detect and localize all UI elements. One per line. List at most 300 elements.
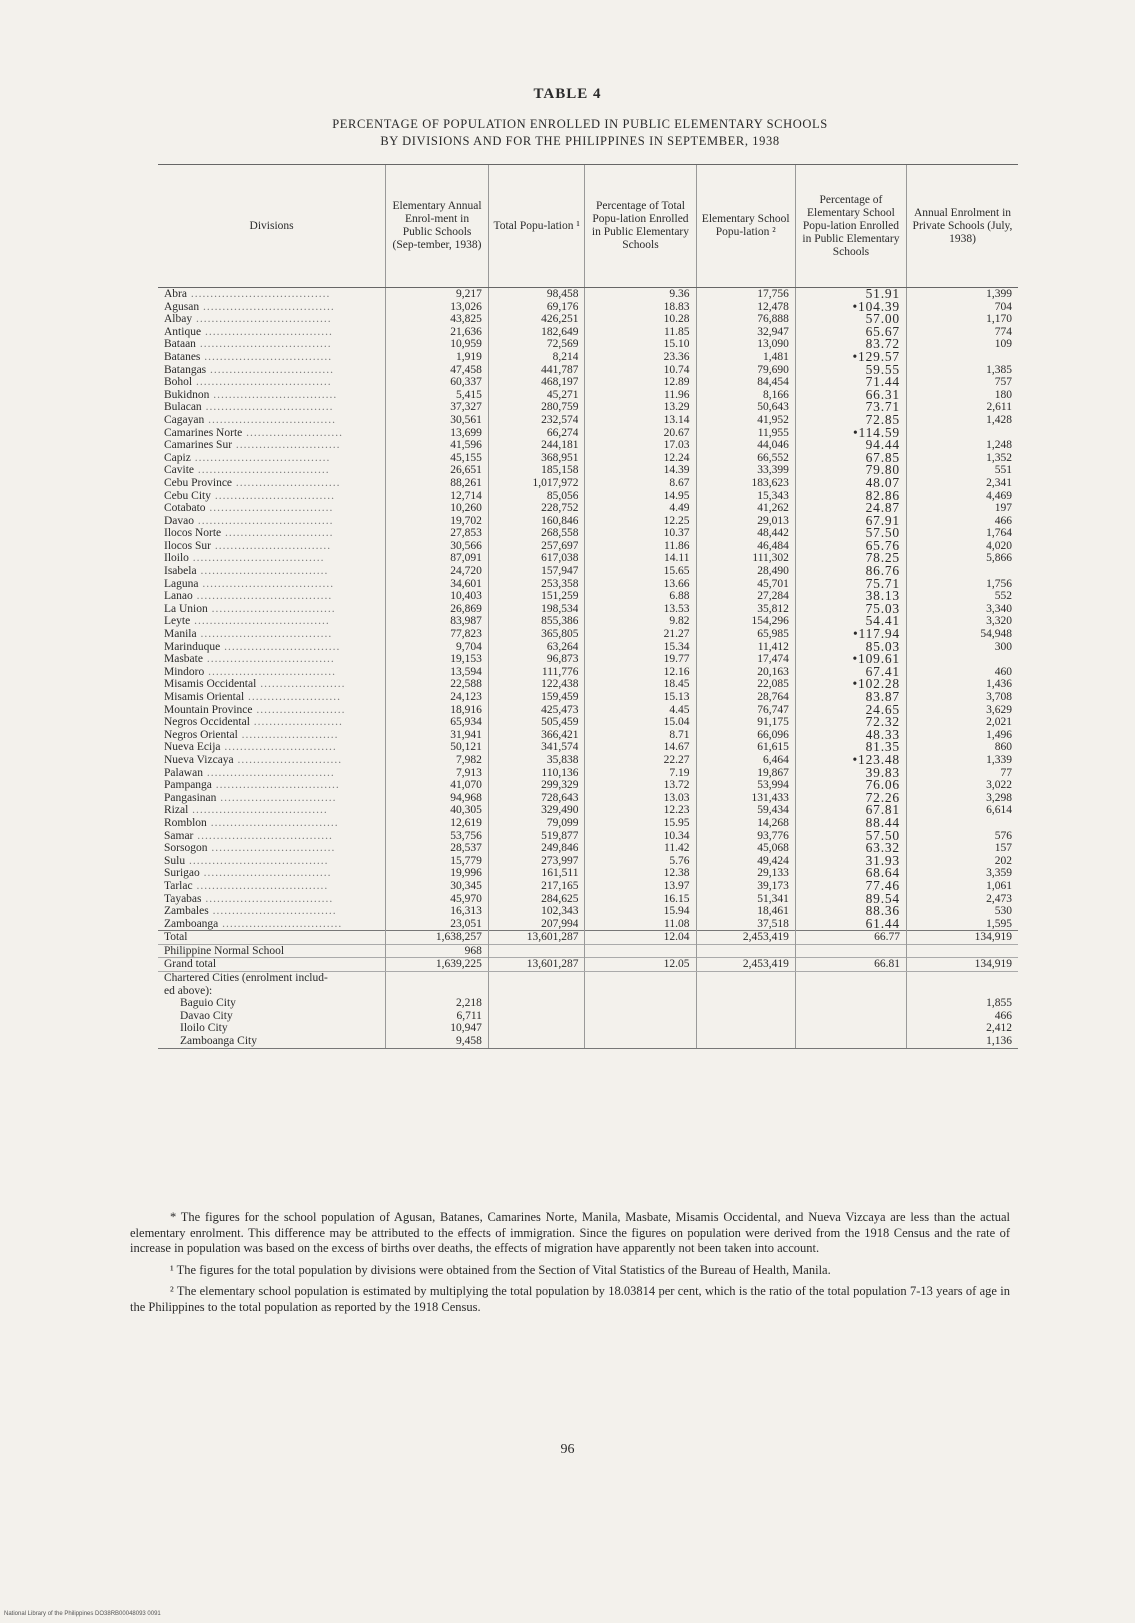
cell-value: 40,305 [450,804,482,817]
leader-dots: ........................ [244,691,342,703]
cell-value: 45,701 [757,577,789,590]
cell-value: 41,262 [757,502,789,515]
cell-schpop [696,351,795,414]
division-name: Cebu City ............................... [164,489,335,502]
cell-value: 39,173 [757,879,789,892]
subtitle-line-1: PERCENTAGE OF POPULATION ENROLLED IN PUBLIC ELEMENTARY SCHOOLS [332,117,828,131]
cell-value: 466 [994,1009,1012,1022]
cell-value: 4,020 [986,539,1012,552]
cell-value: 8.71 [669,728,690,741]
cell-value: 366,421 [541,728,579,741]
division-name: Camarines Norte ......................... [164,426,343,439]
cell-value: 17.03 [663,439,690,452]
cell-value: 329,490 [541,804,579,817]
leader-dots: ................................. [204,665,336,678]
table-body [158,288,1018,1049]
division-name: Negros Occidental ....................... [164,716,343,729]
cell-value: 27,853 [450,527,482,540]
division-name: Pampanga ................................ [164,779,340,792]
cell-value: 89.54 [865,892,900,906]
city-name: Zamboanga City [180,1035,257,1048]
cell-value: 24.65 [865,703,900,717]
scan-credit: National Library of the Philippines DO38RB00048093 0091 [4,1611,161,1617]
cell-value: 13.29 [663,401,690,414]
footnote-2: ² The elementary school population is estimated by multiplying the total population by 18.03814 per cent, which is the ratio of the total population 7-13 years of age in the Philippines to the total population as reported by the 1918 Census. [130,1284,1010,1314]
cell-schpop [696,288,795,351]
footnotes [130,1210,1010,1321]
cell-value: 22,588 [450,678,482,691]
cell-value: 65.67 [865,325,900,339]
division-name: Lanao ................................... [164,590,333,603]
cell-value: 3,359 [986,867,1012,880]
cell-names [158,729,386,792]
cell-value: 72.32 [865,716,900,729]
division-name: Cebu Province ........................... [164,476,341,489]
division-group-row [158,288,1018,351]
division-name: Bulacan ................................. [164,401,334,414]
leader-dots: ................................. [196,565,329,578]
cell-pct [585,918,696,931]
cell-value: 49,424 [757,854,789,867]
cell-value: 41,596 [450,439,482,452]
leader-dots: .................................. [198,577,335,590]
cell-value: 86.76 [865,565,900,578]
cell-pop [488,944,585,958]
cell-pctes [795,540,906,603]
cell-value: 45,155 [450,451,482,464]
cell-value: 183,623 [751,476,789,489]
cell-value: 14.67 [663,741,690,754]
cell-pctes [795,351,906,414]
leader-dots: .................................... [187,288,331,300]
cell-value: 23,051 [450,917,482,930]
cell-value: 122,438 [541,678,579,691]
cell-value: 61,615 [757,741,789,754]
spacer [913,972,1012,985]
division-name: Antique ................................. [164,325,333,338]
cell-pop [488,477,585,540]
leader-dots: ................................ [208,905,337,918]
cell-value: 18.45 [663,678,690,691]
cell-priv [906,351,1018,414]
cell-value: 102,343 [541,905,579,918]
cell-value: 48.33 [865,728,900,742]
cell-value: 28,764 [757,691,789,703]
cell-pct [585,944,696,958]
division-name: Laguna .................................. [164,577,335,590]
leader-dots: ................................ [206,363,335,376]
cell-value: 217,165 [541,879,579,892]
leader-dots: .............................. [216,791,337,804]
cell-value: 13.14 [663,413,690,426]
cell-value [913,817,1012,830]
cell-value: 6.88 [669,590,690,603]
cell-value: 7,982 [456,753,482,766]
cell-value: 9.36 [669,288,690,300]
cell-value: 5,866 [986,552,1012,565]
division-name: Zambales ................................ [164,905,337,918]
cell-value: 83.72 [865,338,900,351]
cell-value: 6,711 [456,1009,482,1022]
cell-value: 75.71 [865,577,900,591]
leader-dots: ................................... [192,590,333,603]
cell-value: •109.61 [852,653,900,666]
division-name: Ilocos Sur .............................. [164,539,332,552]
leader-dots: ............................ [221,527,334,540]
cell-empty [585,972,696,1049]
cell-value: 94.44 [865,439,900,452]
cell-value: 505,459 [541,716,579,729]
cell-value: 7,913 [456,766,482,779]
cell-value: 1,756 [986,577,1012,590]
cell-value: 78.25 [865,552,900,566]
cell-value: 728,643 [541,791,579,804]
cell-value: 15.94 [663,905,690,918]
leader-dots: ................................ [207,842,336,855]
leader-dots: ............................... [218,917,343,930]
cell-schpop [696,477,795,540]
cell-value: 53,994 [757,779,789,792]
cell-value: 94,968 [450,791,482,804]
leader-dots: ......................... [242,426,343,439]
cell-value: 13,594 [450,665,482,678]
cell-value: 18,461 [757,905,789,918]
cell-schpop [696,792,795,855]
footnote-asterisk: * The figures for the school population of Agusan, Batanes, Camarines Norte, Manila, Masbate, Misamis Occidental, and Nueva Vizcaya are less than the actual elementary enrolment. This difference may be attributed to the effects of immigration. Since the figures on population were derived from the 1918 Census and the rate of increase in population was based on the excess of births over deaths, the effects of migration have apparently not been taken into account. [130,1210,1010,1255]
cell-value: 13.97 [663,879,690,892]
cell-enrol [386,972,489,1049]
cell-value: 12,478 [757,300,789,313]
cell-value: 197 [994,502,1012,515]
cell-value: 59,434 [757,804,789,817]
cell-value: 13,026 [450,300,482,313]
cell-label: Total [158,931,386,945]
cell-value: 73.71 [865,401,900,414]
cell-value: •102.28 [852,678,900,691]
chartered-heading: Chartered Cities (enrolment includ- [164,972,328,985]
cell-value: 1,339 [986,753,1012,766]
cell-value: 13,699 [450,426,482,439]
leader-dots: .................................. [195,338,332,351]
cell-priv [906,477,1018,540]
cell-value: 15.65 [663,565,690,578]
cell-value: 75.03 [865,602,900,616]
cell-value: 299,329 [541,779,579,792]
cell-priv [906,540,1018,603]
cell-pct [585,477,696,540]
leader-dots: ................................ [211,779,340,792]
cell-pct: 12.04 [585,931,696,945]
cell-value: 41,952 [757,413,789,426]
cell-value: 441,787 [541,363,579,376]
cell-value: 9,704 [456,640,482,653]
leader-dots: .................................. [196,628,333,641]
cell-names [158,918,386,931]
cell-pct [585,288,696,351]
cell-value: 82.86 [865,489,900,503]
cell-value: 60,337 [450,376,482,389]
division-name: Tarlac .................................. [164,879,329,892]
cell-value: 31,941 [450,728,482,741]
cell-value: 182,649 [541,325,579,338]
header-divisions: Divisions [158,165,386,288]
cell-value: 2,611 [986,401,1012,414]
division-group-row [158,855,1018,918]
cell-value: 1,170 [986,313,1012,326]
cell-pctes [795,603,906,666]
cell-value: 466 [994,514,1012,527]
cell-pct [585,414,696,477]
cell-pop [488,855,585,918]
cell-value: 757 [994,376,1012,389]
cell-value: 65,985 [757,628,789,641]
cell-pop [488,918,585,931]
cell-value: 154,296 [751,615,789,628]
cell-value: 67.91 [865,514,900,528]
leader-dots: ................................. [201,325,333,338]
total-row [158,931,1018,945]
cell-value: 3,629 [986,703,1012,716]
table-title: TABLE 4 [533,86,602,102]
header-private-enrolment: Annual Enrolment in Private Schools (July, 1938) [906,165,1018,288]
cell-value: 1,481 [763,350,789,363]
leader-dots: ........................... [232,476,341,489]
cell-value: 77,823 [450,628,482,641]
cell-value: 12,619 [450,816,482,829]
leader-dots: ................................... [190,451,331,464]
cell-value: 3,022 [986,779,1012,792]
cell-value: 66.31 [865,388,900,402]
cell-value: 76,888 [757,313,789,326]
leader-dots: ................................... [188,804,328,817]
cell-value: 23.36 [663,350,690,363]
cell-value: 72.85 [865,413,900,427]
cell-schpop: 2,453,419 [696,958,795,972]
division-name: Sorsogon ................................ [164,842,336,855]
cell-priv [906,944,1018,958]
cell-pop [488,288,585,351]
cell-value: 530 [994,905,1012,918]
leader-dots: ............................. [220,741,337,754]
cell-value: 22.27 [663,753,690,766]
cell-value: 1,855 [986,997,1012,1010]
header-school-population: Elementary School Popu-lation ² [696,165,795,288]
cell-value: 11.42 [664,842,690,855]
division-name: Masbate ................................. [164,653,335,666]
cell-value: 85,056 [546,489,579,502]
cell-names [158,288,386,351]
cell-value: 66,096 [757,728,789,741]
cell-value: 79.80 [865,464,900,477]
cell-enrol [386,729,489,792]
division-group-row [158,477,1018,540]
cell-value: 198,534 [541,602,579,615]
cell-pop [488,729,585,792]
cell-value: 2,021 [986,716,1012,729]
cell-value: 249,846 [541,842,579,855]
cell-value: 2,412 [986,1022,1012,1035]
cell-value: 28,537 [450,842,482,855]
division-name: Tayabas ................................. [164,892,334,905]
cell-label: Philippine Normal School [158,944,386,958]
cell-value: 79,099 [546,816,579,829]
cell-enrol: 968 [386,944,489,958]
cell-pctes [795,288,906,351]
cell-value: 6,464 [763,753,789,766]
cell-pct [585,855,696,918]
footnote-1: ¹ The figures for the total population by divisions were obtained from the Section of Vital Statistics of the Bureau of Health, Manila. [170,1262,831,1277]
cell-value: 12.23 [663,804,690,817]
cell-schpop [696,666,795,729]
cell-value: 365,805 [541,628,579,641]
cell-value: 51.91 [865,288,900,301]
cell-value: 253,358 [541,577,579,590]
cell-value: 16.15 [663,892,690,905]
cell-value: 2,473 [986,892,1012,905]
cell-names [158,792,386,855]
cell-value: 460 [994,665,1012,678]
cell-value: 161,511 [541,867,579,880]
cell-value: 14.95 [663,489,690,502]
cell-value: 30,561 [450,413,482,426]
cell-pop: 13,601,287 [488,931,585,945]
cell-value: 7.19 [669,766,690,779]
header-row [158,165,1018,288]
cell-value: 15.34 [663,640,690,653]
cell-value: 552 [994,590,1012,603]
cell-value: 27,284 [757,590,789,603]
cell-value [913,427,1012,440]
cell-value: 11.85 [664,325,690,338]
cell-value: 63,264 [546,640,579,653]
division-group-row [158,729,1018,792]
cell-names [158,414,386,477]
cell-value: 57.50 [865,527,900,540]
division-name: Bukidnon ................................ [164,388,338,401]
cell-value: 71.44 [865,376,900,389]
cell-value: 21,636 [450,325,482,338]
cell-value: 67.41 [865,665,900,679]
cell-value: 45,068 [757,842,789,855]
cell-value [913,351,1012,364]
cell-value: 268,558 [541,527,579,540]
division-name: Ilocos Norte ............................ [164,527,334,540]
cell-value: 24,720 [450,565,482,578]
cell-value: 13.53 [663,602,690,615]
cell-value: 1,061 [986,879,1012,892]
cell-value: 151,259 [541,590,579,603]
cell-value: 17,474 [757,653,789,666]
cell-pop [488,540,585,603]
enrollment-table [158,164,1018,1049]
cell-enrol [386,666,489,729]
cell-value: 9.82 [669,615,690,628]
cell-value: 8,166 [763,388,789,401]
leader-dots: .................................. [192,879,329,892]
division-name: Nueva Vizcaya ........................... [164,753,343,766]
cell-value: 72.26 [865,791,900,805]
division-name: Manila .................................. [164,628,333,641]
cell-pct [585,792,696,855]
header-percentage-total: Percentage of Total Popu-lation Enrolled in Public Elementary Schools [585,165,696,288]
cell-value: 1,399 [986,288,1012,300]
cell-value: 45,970 [450,892,482,905]
cell-value: 257,697 [541,539,579,552]
cell-pctes [795,918,906,931]
cell-value: 34,601 [450,577,482,590]
division-name: Cotabato ................................ [164,502,334,515]
cell-value: 57.50 [865,829,900,843]
cell-names [158,603,386,666]
cell-value: 54,948 [980,628,1012,641]
cell-names [158,855,386,918]
cell-value: 29,013 [757,514,789,527]
cell-pctes: 66.77 [795,931,906,945]
cell-value: 14,268 [757,816,789,829]
cell-value: 13,090 [757,338,789,351]
cell-schpop [696,414,795,477]
cell-value: 11,955 [757,426,789,439]
cell-value: 43,825 [450,313,482,326]
cell-value: 576 [994,829,1012,842]
cell-names [158,351,386,414]
leader-dots: ................................. [204,413,336,426]
cell-value: •129.57 [852,350,900,364]
cell-value: 67.85 [865,451,900,465]
cell-value: 87,091 [450,552,482,565]
cell-names [158,477,386,540]
cell-value: 207,994 [541,917,579,930]
cell-value: 16,313 [450,905,482,918]
division-name: Sulu .................................... [164,854,329,867]
division-name: Samar ................................... [164,829,333,842]
cell-value: 157,947 [541,565,579,578]
cell-value: 67.81 [865,804,900,817]
spacer [392,972,482,985]
cell-value: 1,385 [986,363,1012,376]
leader-dots: ................................... [192,313,332,326]
cell-value: 93,776 [757,829,789,842]
cell-priv: 134,919 [906,958,1018,972]
cell-value: 11,412 [757,640,789,653]
cell-value: 51,341 [757,892,789,905]
cell-value: 13.03 [663,791,690,804]
division-name: Davao ................................... [164,514,334,527]
cell-value: 185,158 [541,464,579,477]
cell-value: 45,271 [546,388,579,401]
cell-value: 39.83 [865,766,900,780]
cell-value: 10,959 [450,338,482,351]
cell-value: 9,217 [456,288,482,300]
cell-value: 69,176 [546,300,579,313]
cell-enrol [386,288,489,351]
leader-dots: ................................ [209,388,338,401]
cell-value: 244,181 [541,439,579,452]
cell-value: 22,085 [757,678,789,691]
division-name: Rizal ................................... [164,804,328,817]
cell-value: 8,214 [552,350,579,363]
cell-enrol [386,351,489,414]
cell-value: 13.72 [663,779,690,792]
cell-value: 15.04 [663,716,690,729]
cell-value: 66,274 [546,426,579,439]
division-name: Agusan .................................. [164,300,335,313]
division-name: Zamboanga ............................... [164,917,343,930]
cell-priv [906,918,1018,931]
cell-value: 17,756 [757,288,789,300]
cell-pct [585,729,696,792]
leader-dots: ................................. [201,401,334,414]
